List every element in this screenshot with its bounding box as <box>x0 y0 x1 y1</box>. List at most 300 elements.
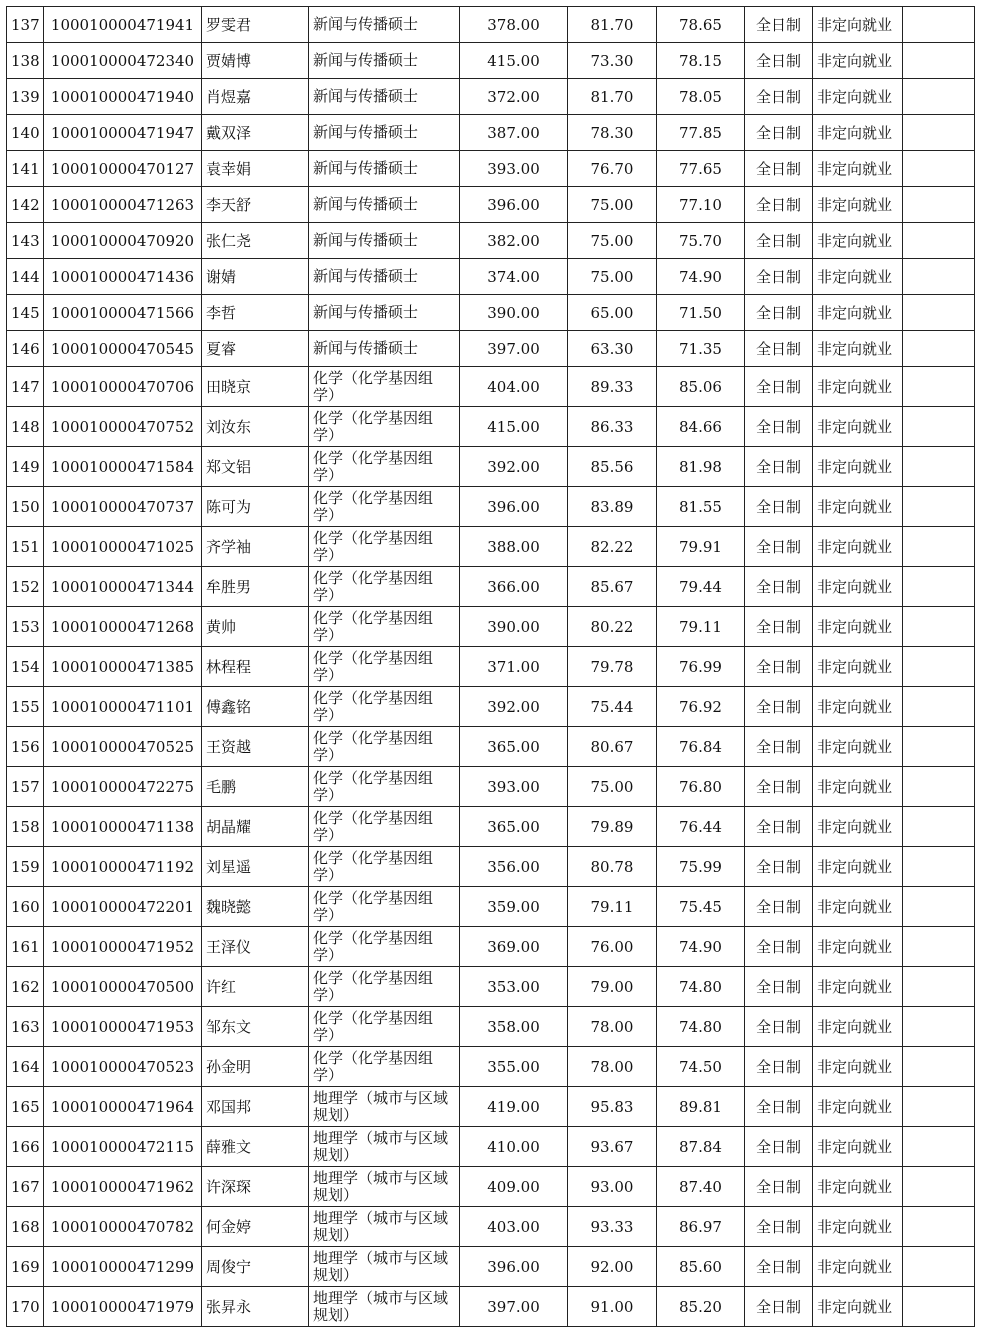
table-row <box>7 767 975 807</box>
employment-type-cell: 非定向就业 <box>813 567 903 607</box>
table-row <box>7 967 975 1007</box>
remarks-cell <box>903 927 975 967</box>
table-row <box>7 43 975 79</box>
major-cell: 地理学（城市与区域规划） <box>309 1087 460 1127</box>
candidate-id-cell: 100010000471344 <box>44 567 202 607</box>
interview-score-cell: 91.00 <box>568 1287 657 1327</box>
row-number-cell: 143 <box>7 223 44 259</box>
table-row <box>7 407 975 447</box>
employment-type-cell: 非定向就业 <box>813 1087 903 1127</box>
total-score-cell: 74.90 <box>657 927 745 967</box>
major-cell: 新闻与传播硕士 <box>309 7 460 43</box>
study-mode-cell: 全日制 <box>745 607 813 647</box>
candidate-id-cell: 100010000471947 <box>44 115 202 151</box>
total-score-cell: 78.15 <box>657 43 745 79</box>
total-score-cell: 74.50 <box>657 1047 745 1087</box>
interview-score-cell: 79.11 <box>568 887 657 927</box>
major-cell: 新闻与传播硕士 <box>309 43 460 79</box>
interview-score-cell: 93.00 <box>568 1167 657 1207</box>
table-row <box>7 7 975 43</box>
interview-score-cell: 73.30 <box>568 43 657 79</box>
total-score-cell: 87.40 <box>657 1167 745 1207</box>
table-row <box>7 331 975 367</box>
row-number-cell: 149 <box>7 447 44 487</box>
candidate-id-cell: 100010000470500 <box>44 967 202 1007</box>
row-number-cell: 168 <box>7 1207 44 1247</box>
employment-type-cell: 非定向就业 <box>813 1167 903 1207</box>
study-mode-cell: 全日制 <box>745 223 813 259</box>
candidate-name-cell: 戴双泽 <box>202 115 309 151</box>
study-mode-cell: 全日制 <box>745 1087 813 1127</box>
candidate-id-cell: 100010000471952 <box>44 927 202 967</box>
row-number-cell: 167 <box>7 1167 44 1207</box>
initial-score-cell: 366.00 <box>460 567 568 607</box>
row-number-cell: 163 <box>7 1007 44 1047</box>
major-cell: 化学（化学基因组学） <box>309 767 460 807</box>
initial-score-cell: 378.00 <box>460 7 568 43</box>
remarks-cell <box>903 1127 975 1167</box>
remarks-cell <box>903 1087 975 1127</box>
initial-score-cell: 393.00 <box>460 151 568 187</box>
interview-score-cell: 81.70 <box>568 7 657 43</box>
row-number-cell: 159 <box>7 847 44 887</box>
employment-type-cell: 非定向就业 <box>813 967 903 1007</box>
major-cell: 化学（化学基因组学） <box>309 727 460 767</box>
total-score-cell: 76.44 <box>657 807 745 847</box>
total-score-cell: 71.35 <box>657 331 745 367</box>
interview-score-cell: 65.00 <box>568 295 657 331</box>
candidate-id-cell: 100010000471192 <box>44 847 202 887</box>
major-cell: 新闻与传播硕士 <box>309 331 460 367</box>
initial-score-cell: 419.00 <box>460 1087 568 1127</box>
row-number-cell: 145 <box>7 295 44 331</box>
major-cell: 新闻与传播硕士 <box>309 115 460 151</box>
candidate-id-cell: 100010000471263 <box>44 187 202 223</box>
total-score-cell: 75.45 <box>657 887 745 927</box>
candidate-id-cell: 100010000471101 <box>44 687 202 727</box>
major-cell: 化学（化学基因组学） <box>309 1007 460 1047</box>
candidate-name-cell: 胡晶耀 <box>202 807 309 847</box>
row-number-cell: 153 <box>7 607 44 647</box>
candidate-name-cell: 袁幸娟 <box>202 151 309 187</box>
employment-type-cell: 非定向就业 <box>813 607 903 647</box>
candidate-id-cell: 100010000470545 <box>44 331 202 367</box>
candidate-id-cell: 100010000471268 <box>44 607 202 647</box>
remarks-cell <box>903 259 975 295</box>
employment-type-cell: 非定向就业 <box>813 1047 903 1087</box>
employment-type-cell: 非定向就业 <box>813 1287 903 1327</box>
candidate-name-cell: 谢婧 <box>202 259 309 295</box>
employment-type-cell: 非定向就业 <box>813 527 903 567</box>
candidate-name-cell: 肖煜嘉 <box>202 79 309 115</box>
interview-score-cell: 79.00 <box>568 967 657 1007</box>
study-mode-cell: 全日制 <box>745 1167 813 1207</box>
row-number-cell: 146 <box>7 331 44 367</box>
employment-type-cell: 非定向就业 <box>813 367 903 407</box>
candidate-id-cell: 100010000470706 <box>44 367 202 407</box>
candidate-name-cell: 何金婷 <box>202 1207 309 1247</box>
row-number-cell: 158 <box>7 807 44 847</box>
study-mode-cell: 全日制 <box>745 847 813 887</box>
remarks-cell <box>903 407 975 447</box>
employment-type-cell: 非定向就业 <box>813 187 903 223</box>
employment-type-cell: 非定向就业 <box>813 727 903 767</box>
total-score-cell: 79.91 <box>657 527 745 567</box>
row-number-cell: 142 <box>7 187 44 223</box>
study-mode-cell: 全日制 <box>745 487 813 527</box>
table-body <box>7 7 975 1327</box>
initial-score-cell: 374.00 <box>460 259 568 295</box>
major-cell: 地理学（城市与区域规划） <box>309 1287 460 1327</box>
table-row <box>7 187 975 223</box>
candidate-id-cell: 100010000472340 <box>44 43 202 79</box>
initial-score-cell: 388.00 <box>460 527 568 567</box>
study-mode-cell: 全日制 <box>745 1007 813 1047</box>
employment-type-cell: 非定向就业 <box>813 887 903 927</box>
employment-type-cell: 非定向就业 <box>813 927 903 967</box>
initial-score-cell: 365.00 <box>460 807 568 847</box>
study-mode-cell: 全日制 <box>745 727 813 767</box>
candidate-name-cell: 薛雅文 <box>202 1127 309 1167</box>
study-mode-cell: 全日制 <box>745 407 813 447</box>
remarks-cell <box>903 607 975 647</box>
remarks-cell <box>903 151 975 187</box>
candidate-id-cell: 100010000471962 <box>44 1167 202 1207</box>
study-mode-cell: 全日制 <box>745 1247 813 1287</box>
total-score-cell: 77.65 <box>657 151 745 187</box>
major-cell: 化学（化学基因组学） <box>309 687 460 727</box>
study-mode-cell: 全日制 <box>745 1207 813 1247</box>
study-mode-cell: 全日制 <box>745 927 813 967</box>
remarks-cell <box>903 727 975 767</box>
table-row <box>7 607 975 647</box>
employment-type-cell: 非定向就业 <box>813 1207 903 1247</box>
study-mode-cell: 全日制 <box>745 367 813 407</box>
table-row <box>7 567 975 607</box>
major-cell: 地理学（城市与区域规划） <box>309 1207 460 1247</box>
remarks-cell <box>903 1047 975 1087</box>
remarks-cell <box>903 967 975 1007</box>
total-score-cell: 86.97 <box>657 1207 745 1247</box>
total-score-cell: 78.65 <box>657 7 745 43</box>
row-number-cell: 147 <box>7 367 44 407</box>
study-mode-cell: 全日制 <box>745 79 813 115</box>
interview-score-cell: 86.33 <box>568 407 657 447</box>
remarks-cell <box>903 331 975 367</box>
total-score-cell: 76.80 <box>657 767 745 807</box>
candidate-name-cell: 陈可为 <box>202 487 309 527</box>
initial-score-cell: 382.00 <box>460 223 568 259</box>
candidate-id-cell: 100010000471138 <box>44 807 202 847</box>
remarks-cell <box>903 487 975 527</box>
initial-score-cell: 392.00 <box>460 447 568 487</box>
candidate-id-cell: 100010000471299 <box>44 1247 202 1287</box>
interview-score-cell: 93.67 <box>568 1127 657 1167</box>
initial-score-cell: 390.00 <box>460 607 568 647</box>
table-row <box>7 1167 975 1207</box>
candidate-name-cell: 张昇永 <box>202 1287 309 1327</box>
row-number-cell: 154 <box>7 647 44 687</box>
study-mode-cell: 全日制 <box>745 887 813 927</box>
employment-type-cell: 非定向就业 <box>813 647 903 687</box>
interview-score-cell: 85.56 <box>568 447 657 487</box>
total-score-cell: 87.84 <box>657 1127 745 1167</box>
table-row <box>7 527 975 567</box>
major-cell: 地理学（城市与区域规划） <box>309 1127 460 1167</box>
candidate-id-cell: 100010000471940 <box>44 79 202 115</box>
table-row <box>7 1127 975 1167</box>
major-cell: 地理学（城市与区域规划） <box>309 1167 460 1207</box>
initial-score-cell: 403.00 <box>460 1207 568 1247</box>
study-mode-cell: 全日制 <box>745 1047 813 1087</box>
interview-score-cell: 81.70 <box>568 79 657 115</box>
employment-type-cell: 非定向就业 <box>813 807 903 847</box>
row-number-cell: 151 <box>7 527 44 567</box>
interview-score-cell: 80.78 <box>568 847 657 887</box>
employment-type-cell: 非定向就业 <box>813 331 903 367</box>
total-score-cell: 71.50 <box>657 295 745 331</box>
study-mode-cell: 全日制 <box>745 115 813 151</box>
study-mode-cell: 全日制 <box>745 151 813 187</box>
major-cell: 化学（化学基因组学） <box>309 487 460 527</box>
candidate-id-cell: 100010000472201 <box>44 887 202 927</box>
interview-score-cell: 92.00 <box>568 1247 657 1287</box>
row-number-cell: 160 <box>7 887 44 927</box>
row-number-cell: 164 <box>7 1047 44 1087</box>
major-cell: 化学（化学基因组学） <box>309 967 460 1007</box>
table-row <box>7 1287 975 1327</box>
candidate-name-cell: 刘星遥 <box>202 847 309 887</box>
initial-score-cell: 372.00 <box>460 79 568 115</box>
major-cell: 新闻与传播硕士 <box>309 79 460 115</box>
employment-type-cell: 非定向就业 <box>813 1247 903 1287</box>
candidate-name-cell: 刘汝东 <box>202 407 309 447</box>
table-row <box>7 1247 975 1287</box>
study-mode-cell: 全日制 <box>745 259 813 295</box>
major-cell: 化学（化学基因组学） <box>309 527 460 567</box>
total-score-cell: 85.06 <box>657 367 745 407</box>
remarks-cell <box>903 79 975 115</box>
candidate-name-cell: 王泽仪 <box>202 927 309 967</box>
major-cell: 化学（化学基因组学） <box>309 447 460 487</box>
row-number-cell: 170 <box>7 1287 44 1327</box>
remarks-cell <box>903 687 975 727</box>
major-cell: 化学（化学基因组学） <box>309 647 460 687</box>
initial-score-cell: 358.00 <box>460 1007 568 1047</box>
initial-score-cell: 410.00 <box>460 1127 568 1167</box>
table-row <box>7 115 975 151</box>
row-number-cell: 139 <box>7 79 44 115</box>
candidate-name-cell: 王资越 <box>202 727 309 767</box>
remarks-cell <box>903 767 975 807</box>
candidate-id-cell: 100010000470127 <box>44 151 202 187</box>
study-mode-cell: 全日制 <box>745 767 813 807</box>
remarks-cell <box>903 115 975 151</box>
candidate-name-cell: 许红 <box>202 967 309 1007</box>
candidate-name-cell: 黄帅 <box>202 607 309 647</box>
study-mode-cell: 全日制 <box>745 807 813 847</box>
major-cell: 化学（化学基因组学） <box>309 807 460 847</box>
candidate-name-cell: 邹东文 <box>202 1007 309 1047</box>
major-cell: 新闻与传播硕士 <box>309 259 460 295</box>
total-score-cell: 79.44 <box>657 567 745 607</box>
table-row <box>7 727 975 767</box>
interview-score-cell: 75.00 <box>568 223 657 259</box>
total-score-cell: 75.70 <box>657 223 745 259</box>
employment-type-cell: 非定向就业 <box>813 79 903 115</box>
candidate-id-cell: 100010000471584 <box>44 447 202 487</box>
remarks-cell <box>903 367 975 407</box>
total-score-cell: 75.99 <box>657 847 745 887</box>
interview-score-cell: 80.22 <box>568 607 657 647</box>
candidate-name-cell: 魏晓懿 <box>202 887 309 927</box>
remarks-cell <box>903 847 975 887</box>
employment-type-cell: 非定向就业 <box>813 115 903 151</box>
study-mode-cell: 全日制 <box>745 967 813 1007</box>
candidate-id-cell: 100010000471979 <box>44 1287 202 1327</box>
remarks-cell <box>903 295 975 331</box>
total-score-cell: 77.85 <box>657 115 745 151</box>
study-mode-cell: 全日制 <box>745 1127 813 1167</box>
interview-score-cell: 93.33 <box>568 1207 657 1247</box>
total-score-cell: 85.60 <box>657 1247 745 1287</box>
interview-score-cell: 63.30 <box>568 331 657 367</box>
employment-type-cell: 非定向就业 <box>813 1127 903 1167</box>
initial-score-cell: 369.00 <box>460 927 568 967</box>
interview-score-cell: 78.30 <box>568 115 657 151</box>
remarks-cell <box>903 447 975 487</box>
interview-score-cell: 78.00 <box>568 1007 657 1047</box>
total-score-cell: 85.20 <box>657 1287 745 1327</box>
initial-score-cell: 396.00 <box>460 1247 568 1287</box>
major-cell: 化学（化学基因组学） <box>309 1047 460 1087</box>
row-number-cell: 162 <box>7 967 44 1007</box>
table-row <box>7 151 975 187</box>
employment-type-cell: 非定向就业 <box>813 847 903 887</box>
study-mode-cell: 全日制 <box>745 43 813 79</box>
table-row <box>7 1007 975 1047</box>
interview-score-cell: 76.70 <box>568 151 657 187</box>
employment-type-cell: 非定向就业 <box>813 151 903 187</box>
interview-score-cell: 85.67 <box>568 567 657 607</box>
row-number-cell: 169 <box>7 1247 44 1287</box>
table-row <box>7 223 975 259</box>
interview-score-cell: 75.00 <box>568 187 657 223</box>
initial-score-cell: 371.00 <box>460 647 568 687</box>
candidate-name-cell: 许深琛 <box>202 1167 309 1207</box>
row-number-cell: 141 <box>7 151 44 187</box>
total-score-cell: 77.10 <box>657 187 745 223</box>
initial-score-cell: 396.00 <box>460 187 568 223</box>
interview-score-cell: 83.89 <box>568 487 657 527</box>
candidate-name-cell: 牟胜男 <box>202 567 309 607</box>
total-score-cell: 76.99 <box>657 647 745 687</box>
candidate-id-cell: 100010000470752 <box>44 407 202 447</box>
total-score-cell: 89.81 <box>657 1087 745 1127</box>
candidate-id-cell: 100010000471964 <box>44 1087 202 1127</box>
initial-score-cell: 359.00 <box>460 887 568 927</box>
total-score-cell: 79.11 <box>657 607 745 647</box>
study-mode-cell: 全日制 <box>745 1287 813 1327</box>
total-score-cell: 81.55 <box>657 487 745 527</box>
candidate-name-cell: 毛鹏 <box>202 767 309 807</box>
interview-score-cell: 95.83 <box>568 1087 657 1127</box>
initial-score-cell: 353.00 <box>460 967 568 1007</box>
candidate-id-cell: 100010000470737 <box>44 487 202 527</box>
candidate-id-cell: 100010000472115 <box>44 1127 202 1167</box>
remarks-cell <box>903 223 975 259</box>
row-number-cell: 148 <box>7 407 44 447</box>
table-row <box>7 487 975 527</box>
remarks-cell <box>903 1247 975 1287</box>
candidate-name-cell: 田晓京 <box>202 367 309 407</box>
employment-type-cell: 非定向就业 <box>813 223 903 259</box>
total-score-cell: 74.90 <box>657 259 745 295</box>
employment-type-cell: 非定向就业 <box>813 447 903 487</box>
table-row <box>7 79 975 115</box>
employment-type-cell: 非定向就业 <box>813 43 903 79</box>
remarks-cell <box>903 1007 975 1047</box>
employment-type-cell: 非定向就业 <box>813 767 903 807</box>
remarks-cell <box>903 527 975 567</box>
candidate-name-cell: 夏睿 <box>202 331 309 367</box>
candidate-name-cell: 林程程 <box>202 647 309 687</box>
study-mode-cell: 全日制 <box>745 687 813 727</box>
row-number-cell: 156 <box>7 727 44 767</box>
interview-score-cell: 79.78 <box>568 647 657 687</box>
interview-score-cell: 75.00 <box>568 259 657 295</box>
row-number-cell: 137 <box>7 7 44 43</box>
study-mode-cell: 全日制 <box>745 187 813 223</box>
initial-score-cell: 415.00 <box>460 407 568 447</box>
candidate-name-cell: 傅鑫铭 <box>202 687 309 727</box>
candidate-id-cell: 100010000471941 <box>44 7 202 43</box>
table-row <box>7 259 975 295</box>
employment-type-cell: 非定向就业 <box>813 407 903 447</box>
interview-score-cell: 75.44 <box>568 687 657 727</box>
employment-type-cell: 非定向就业 <box>813 295 903 331</box>
table-row <box>7 927 975 967</box>
table-row <box>7 295 975 331</box>
remarks-cell <box>903 7 975 43</box>
candidate-id-cell: 100010000470525 <box>44 727 202 767</box>
major-cell: 化学（化学基因组学） <box>309 367 460 407</box>
interview-score-cell: 75.00 <box>568 767 657 807</box>
table-row <box>7 647 975 687</box>
study-mode-cell: 全日制 <box>745 295 813 331</box>
table-row <box>7 887 975 927</box>
study-mode-cell: 全日制 <box>745 447 813 487</box>
initial-score-cell: 390.00 <box>460 295 568 331</box>
total-score-cell: 78.05 <box>657 79 745 115</box>
remarks-cell <box>903 807 975 847</box>
row-number-cell: 161 <box>7 927 44 967</box>
table-row <box>7 847 975 887</box>
table-row <box>7 447 975 487</box>
interview-score-cell: 80.67 <box>568 727 657 767</box>
initial-score-cell: 392.00 <box>460 687 568 727</box>
remarks-cell <box>903 1207 975 1247</box>
major-cell: 化学（化学基因组学） <box>309 407 460 447</box>
initial-score-cell: 355.00 <box>460 1047 568 1087</box>
remarks-cell <box>903 647 975 687</box>
candidate-name-cell: 周俊宁 <box>202 1247 309 1287</box>
interview-score-cell: 78.00 <box>568 1047 657 1087</box>
major-cell: 新闻与传播硕士 <box>309 295 460 331</box>
remarks-cell <box>903 887 975 927</box>
employment-type-cell: 非定向就业 <box>813 487 903 527</box>
major-cell: 化学（化学基因组学） <box>309 567 460 607</box>
